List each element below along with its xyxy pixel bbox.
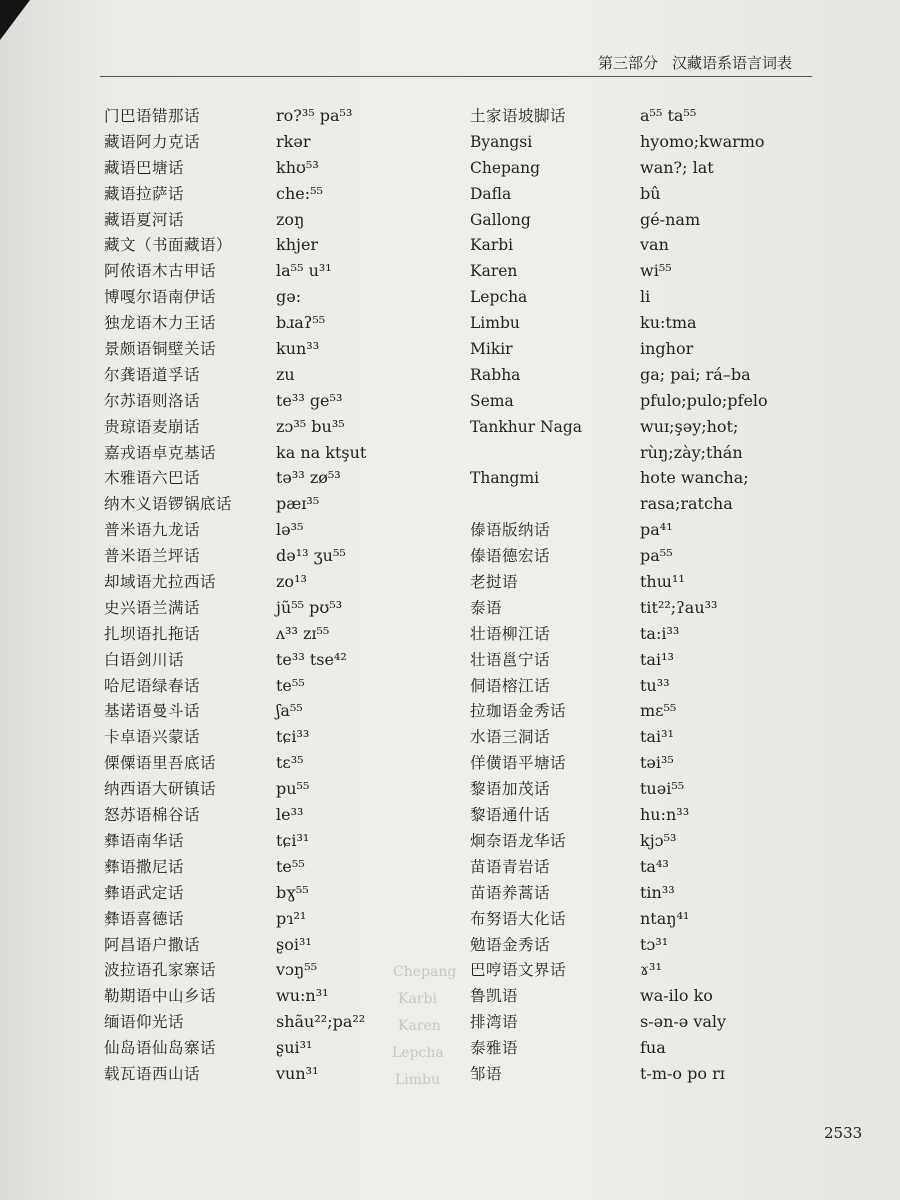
entry-row [470, 776, 820, 802]
bleed-through-text: Chepang [393, 964, 457, 980]
word-form: s-ən-ə valy [640, 1012, 727, 1032]
word-form: ro?³⁵ pa⁵³ [276, 106, 353, 125]
word-form: pfulo;pulo;pfelo [640, 390, 768, 410]
entry-row [470, 854, 820, 880]
language-name: 老挝语 [470, 573, 519, 592]
word-form: gé-nam [640, 209, 701, 229]
language-name: 却域语尤拉西话 [104, 573, 217, 592]
word-form: ʂui³¹ [276, 1038, 313, 1058]
word-form: tə³³ zø⁵³ [276, 468, 341, 488]
word-form: tɔ³¹ [640, 934, 669, 954]
language-name: 傣语版纳话 [470, 521, 551, 540]
language-name: 邹语 [470, 1064, 503, 1083]
word-form: wu:n³¹ [276, 986, 329, 1006]
entry-row [470, 621, 820, 647]
entry-row [470, 724, 820, 750]
left-column [104, 103, 384, 1087]
word-form: thɯ¹¹ [640, 572, 685, 592]
language-name: 怒苏语棉谷话 [104, 806, 201, 825]
entry-row [104, 310, 384, 336]
word-form: hu:n³³ [640, 805, 690, 825]
entry-row [470, 129, 820, 155]
language-name: 阿昌语户撒话 [104, 935, 201, 954]
language-name: 阿侬语木古甲话 [104, 262, 217, 281]
word-form: rùŋ;zày;thán [640, 442, 743, 462]
word-form: gə: [276, 287, 302, 307]
word-form: ka na ktşut [276, 442, 367, 462]
language-name: 藏语阿力克话 [104, 132, 201, 151]
language-name: 布努语大化话 [470, 909, 567, 928]
language-name: Gallong [470, 210, 531, 229]
entry-row [104, 103, 384, 129]
word-form: te⁵⁵ [276, 675, 305, 695]
entry-row [104, 647, 384, 673]
word-form: bû [640, 183, 661, 203]
entry-row [470, 258, 820, 284]
word-form: la⁵⁵ u³¹ [276, 261, 332, 281]
word-form: van [640, 235, 669, 255]
entry-row [104, 595, 384, 621]
entry-row [470, 181, 820, 207]
dark-corner [0, 0, 30, 40]
entry-row [104, 906, 384, 932]
entry-row [470, 310, 820, 336]
word-form: ɤ³¹ [640, 960, 662, 980]
entry-row [104, 673, 384, 699]
language-name: 尔苏语则洛话 [104, 391, 201, 410]
word-form: wi⁵⁵ [640, 261, 672, 281]
language-name: 卡卓语兴蒙话 [104, 728, 201, 747]
word-form: bɣ⁵⁵ [276, 882, 309, 902]
entry-row [104, 336, 384, 362]
entry-row [104, 828, 384, 854]
entry-row [104, 491, 384, 517]
language-name: Dafla [470, 184, 512, 203]
language-name: 傣语德宏话 [470, 547, 551, 566]
word-form: le³³ [276, 805, 304, 825]
word-form: jũ⁵⁵ pʊ⁵³ [276, 597, 343, 617]
word-form: tit²²;ʔau³³ [640, 597, 718, 617]
entry-row [104, 776, 384, 802]
bleed-through-text: Karbi [398, 991, 437, 1007]
language-name: 基诺语曼斗话 [104, 702, 201, 721]
entry-row [470, 673, 820, 699]
language-name: Chepang [470, 158, 541, 177]
entry-row [470, 155, 820, 181]
language-name: 鲁凯语 [470, 987, 519, 1006]
word-form: ga; pai; rá–ba [640, 364, 751, 384]
entry-row [104, 543, 384, 569]
word-form: pæɪ³⁵ [276, 494, 320, 514]
word-form: hyomo;kwarmo [640, 131, 765, 151]
entry-row [104, 232, 384, 258]
header-section: 第三部分 [598, 54, 659, 72]
header-title: 汉藏语系语言词表 [672, 54, 793, 72]
entry-row [470, 207, 820, 233]
word-form: tin³³ [640, 882, 675, 902]
word-form: te³³ tse⁴² [276, 649, 347, 669]
language-name: 苗语养蒿话 [470, 883, 551, 902]
language-name: 独龙语木力王话 [104, 314, 217, 333]
word-form: kun³³ [276, 339, 320, 359]
word-form: ntaŋ⁴¹ [640, 908, 690, 928]
word-form: ta⁴³ [640, 856, 669, 876]
word-form: zo¹³ [276, 572, 307, 592]
entry-row [470, 103, 820, 129]
entry-row [470, 491, 820, 517]
language-name: 土家语坡脚话 [470, 107, 567, 125]
entry-row [470, 284, 820, 310]
bleed-through-text: Karen [398, 1018, 441, 1034]
word-form: pɿ²¹ [276, 908, 307, 928]
language-name: 傈僳语里吾底话 [104, 754, 217, 773]
word-form: shãu²²;pa²² [276, 1012, 366, 1032]
word-form: fua [640, 1038, 666, 1058]
language-name: Sema [470, 391, 514, 410]
word-form: lə³⁵ [276, 520, 304, 540]
language-name: Thangmi [470, 469, 540, 488]
language-name: Byangsi [470, 132, 533, 151]
language-name: Karen [470, 262, 518, 281]
word-form: tai³¹ [640, 727, 674, 747]
word-form: wuɪ;şəy;hot; [640, 416, 739, 436]
entry-row [104, 258, 384, 284]
entry-row [470, 595, 820, 621]
language-name: Karbi [470, 236, 514, 255]
entry-row [104, 1061, 384, 1087]
entry-row [104, 724, 384, 750]
entry-row [104, 880, 384, 906]
entry-row [104, 414, 384, 440]
word-form: rkər [276, 131, 311, 151]
word-form: inghor [640, 339, 694, 359]
word-form: tɛ³⁵ [276, 753, 304, 773]
language-name: 泰雅语 [470, 1039, 519, 1058]
word-form: təi³⁵ [640, 753, 674, 773]
bleed-through-text: Limbu [395, 1072, 441, 1088]
entry-row [470, 440, 820, 466]
entry-row [104, 698, 384, 724]
word-form: ku:tma [640, 313, 697, 333]
entry-row [104, 155, 384, 181]
word-form: te³³ ge⁵³ [276, 390, 343, 410]
language-name: 彝语喜德话 [104, 909, 185, 928]
entry-row [104, 802, 384, 828]
word-form: zoŋ [276, 209, 305, 229]
language-name: 木雅语六巴话 [104, 469, 201, 488]
language-name: 波拉语孔家寨话 [104, 961, 217, 980]
entry-row [104, 983, 384, 1009]
entry-row [470, 569, 820, 595]
word-form: mɛ⁵⁵ [640, 701, 677, 721]
word-form: zɔ³⁵ bu³⁵ [276, 416, 345, 436]
language-name: 普米语兰坪话 [104, 547, 201, 566]
word-form: də¹³ ʒu⁵⁵ [276, 546, 346, 566]
language-name: 黎语通什话 [470, 806, 551, 825]
word-form: tuəi⁵⁵ [640, 779, 685, 799]
language-name: 仙岛语仙岛寨话 [104, 1039, 217, 1058]
language-name: 侗语榕江话 [470, 676, 551, 695]
entry-row [470, 362, 820, 388]
entry-row [470, 957, 820, 983]
language-name: 纳西语大研镇话 [104, 780, 217, 799]
word-form: zu [276, 364, 295, 384]
entry-row [104, 465, 384, 491]
entry-row [470, 932, 820, 958]
right-column [470, 103, 820, 1087]
language-name: Tankhur Naga [470, 417, 583, 436]
language-name: 勉语金秀话 [470, 935, 551, 954]
entry-row [104, 1009, 384, 1035]
language-name: 排湾语 [470, 1013, 519, 1032]
entry-row [104, 129, 384, 155]
entry-row [470, 750, 820, 776]
language-name: 嘉戎语卓克基话 [104, 443, 217, 462]
entry-row [470, 517, 820, 543]
word-form: tɕi³¹ [276, 830, 310, 850]
language-name: 佯僙语平塘话 [470, 754, 567, 773]
language-name: 泰语 [470, 598, 503, 617]
entry-row [470, 232, 820, 258]
entry-row [104, 517, 384, 543]
language-name: 景颇语铜壁关话 [104, 340, 217, 359]
language-name: Lepcha [470, 288, 528, 307]
bleed-through-text: Lepcha [392, 1045, 444, 1061]
language-name: 炯奈语龙华话 [470, 831, 567, 850]
word-form: hote wancha; [640, 468, 749, 488]
word-form: kjɔ⁵³ [640, 830, 677, 850]
entry-row [470, 828, 820, 854]
language-name: Mikir [470, 340, 513, 359]
word-form: khʊ⁵³ [276, 157, 319, 177]
language-name: 藏语巴塘话 [104, 158, 185, 177]
word-form: bɹaʔ⁵⁵ [276, 313, 326, 333]
language-name: 壮语柳江话 [470, 624, 551, 643]
word-form: wa-ilo ko [640, 986, 713, 1006]
word-form: tai¹³ [640, 649, 674, 669]
word-form: che:⁵⁵ [276, 183, 323, 203]
language-name: 巴哼语文界话 [470, 961, 567, 980]
language-name: 哈尼语绿春话 [104, 676, 201, 695]
language-name: 贵琼语麦崩话 [104, 417, 201, 436]
word-form: a⁵⁵ ta⁵⁵ [640, 106, 697, 125]
word-form: rasa;ratcha [640, 494, 733, 514]
word-form: tɕi³³ [276, 727, 310, 747]
word-form: pa⁵⁵ [640, 546, 673, 566]
language-name: 载瓦语西山话 [104, 1064, 201, 1083]
entry-row [470, 1035, 820, 1061]
entry-row [470, 647, 820, 673]
word-form: khjer [276, 235, 319, 255]
entry-row [470, 802, 820, 828]
language-name: 博嘎尔语南伊话 [104, 288, 217, 307]
language-name: 拉珈语金秀话 [470, 702, 567, 721]
language-name: 苗语青岩话 [470, 857, 551, 876]
language-name: Limbu [470, 314, 520, 333]
entry-row [470, 543, 820, 569]
entry-row [104, 957, 384, 983]
word-form: ʃa⁵⁵ [276, 701, 303, 721]
language-name: 白语剑川话 [104, 650, 185, 669]
page-number: 2533 [824, 1124, 863, 1142]
entry-row [470, 414, 820, 440]
language-name: 尔龚语道孚话 [104, 365, 201, 384]
language-name: 门巴语错那话 [104, 107, 201, 125]
entry-row [470, 880, 820, 906]
entry-row [470, 698, 820, 724]
word-form: tu³³ [640, 675, 670, 695]
word-form: ʌ³³ zɪ⁵⁵ [276, 623, 330, 643]
word-form: pu⁵⁵ [276, 779, 310, 799]
language-name: 黎语加茂话 [470, 780, 551, 799]
language-name: 彝语南华话 [104, 831, 185, 850]
entry-row [104, 854, 384, 880]
word-form: pa⁴¹ [640, 520, 673, 540]
language-name: 缅语仰光话 [104, 1013, 185, 1032]
entry-row [104, 569, 384, 595]
entry-row [104, 181, 384, 207]
entry-row [104, 440, 384, 466]
language-name: 藏语拉萨话 [104, 184, 185, 203]
language-name: Rabha [470, 365, 521, 384]
word-form: te⁵⁵ [276, 856, 305, 876]
entry-row [104, 1035, 384, 1061]
entry-row [470, 906, 820, 932]
entry-row [470, 465, 820, 491]
language-name: 史兴语兰满话 [104, 598, 201, 617]
word-form: ta:i³³ [640, 623, 680, 643]
word-form: li [640, 287, 651, 307]
word-form: t-m-o po rɪ [640, 1063, 725, 1083]
word-form: vun³¹ [276, 1063, 319, 1083]
entry-row [470, 983, 820, 1009]
language-name: 水语三洞话 [470, 728, 551, 747]
language-name: 藏文（书面藏语） [104, 236, 233, 255]
entry-row [470, 336, 820, 362]
word-form: wan?; lat [640, 157, 714, 177]
entry-row [470, 1061, 820, 1087]
entry-row [104, 750, 384, 776]
word-form: ʂoi³¹ [276, 934, 312, 954]
header-rule [100, 76, 812, 77]
entry-row [104, 932, 384, 958]
entry-row [104, 362, 384, 388]
running-header [598, 52, 792, 73]
entry-row [104, 284, 384, 310]
language-name: 勒期语中山乡话 [104, 987, 217, 1006]
language-name: 藏语夏河话 [104, 210, 185, 229]
entry-row [104, 207, 384, 233]
word-form: vɔŋ⁵⁵ [276, 960, 318, 980]
entry-row [470, 1009, 820, 1035]
entry-row [104, 621, 384, 647]
language-name: 纳木义语锣锅底话 [104, 495, 233, 514]
entry-row [104, 388, 384, 414]
entry-row [470, 388, 820, 414]
language-name: 普米语九龙话 [104, 521, 201, 540]
language-name: 壮语邕宁话 [470, 650, 551, 669]
language-name: 扎坝语扎拖话 [104, 624, 201, 643]
language-name: 彝语武定话 [104, 883, 185, 902]
language-name: 彝语撒尼话 [104, 857, 185, 876]
